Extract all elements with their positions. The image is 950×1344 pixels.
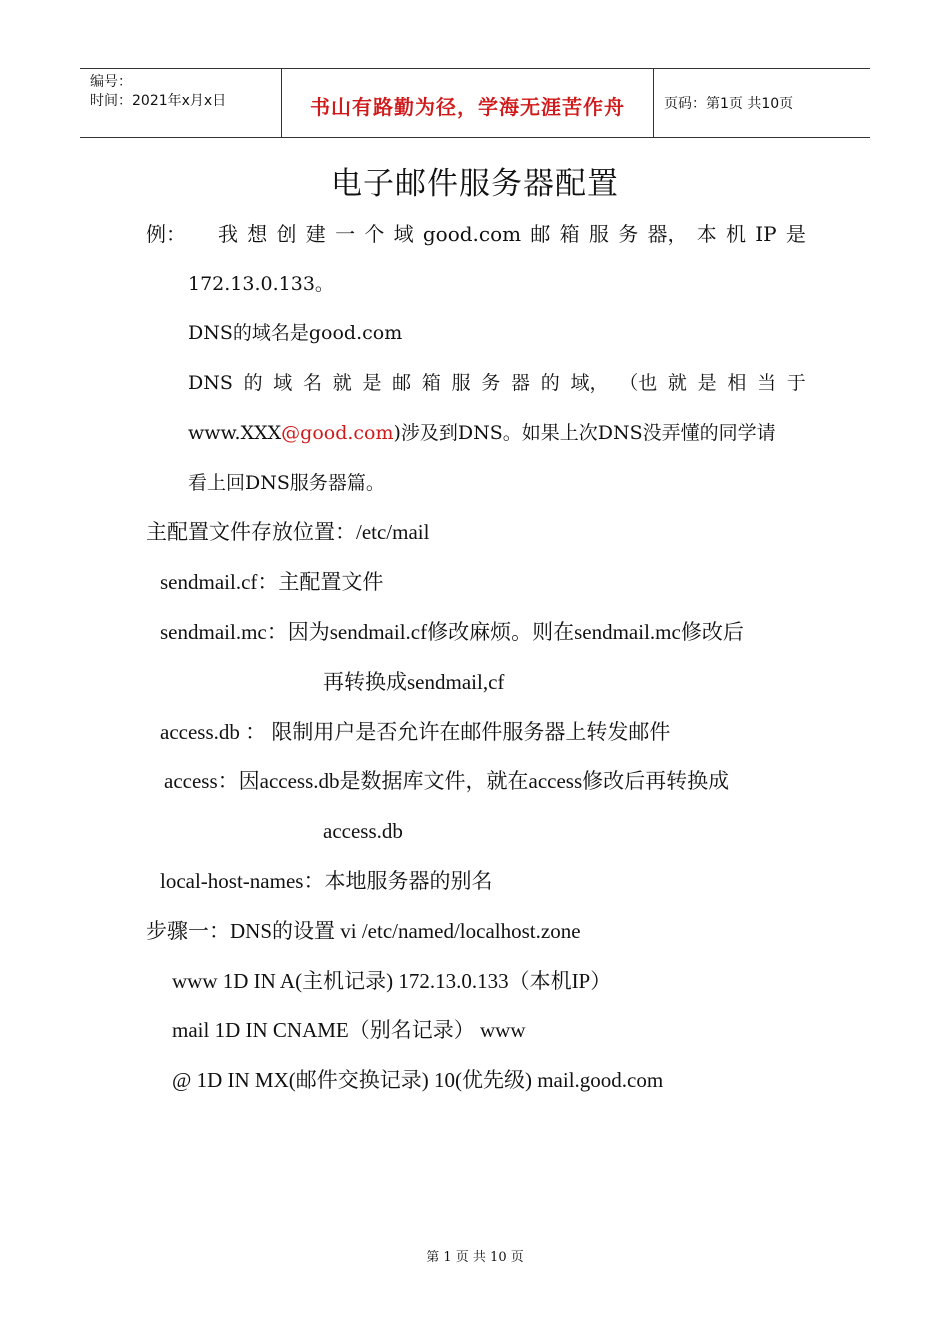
dns-ref-line: 看上回DNS服务器篇。 xyxy=(188,472,385,494)
www-prefix: www.XXX xyxy=(188,422,282,444)
example-word: 服 xyxy=(588,222,609,246)
header-page-info: 页码：第1页 共10页 xyxy=(664,96,794,112)
example-label: 例： xyxy=(146,222,186,246)
dns-desc-word: 服 xyxy=(451,372,471,394)
dns-desc-word: 当 xyxy=(757,372,777,394)
example-word: 是 xyxy=(785,222,806,246)
example-word: 邮 xyxy=(530,222,551,246)
dns-desc-word: 于 xyxy=(786,372,806,394)
dns-record-mail: mail 1D IN CNAME（别名记录） www xyxy=(172,1018,526,1042)
dns-desc-word: 是 xyxy=(697,372,717,394)
dns-desc-line xyxy=(188,368,806,398)
www-domain-link[interactable]: @good.com xyxy=(281,422,394,444)
dns-desc-word: 务 xyxy=(481,372,501,394)
dns-desc-word: 的 xyxy=(540,372,560,394)
dns-desc-word: （也 xyxy=(619,372,658,394)
dns-desc-word: 就 xyxy=(667,372,687,394)
example-word: 器， xyxy=(647,222,688,246)
dns-desc-word: 名 xyxy=(303,372,323,394)
www-line xyxy=(188,418,776,448)
main-config-location: 主配置文件存放位置：/etc/mail xyxy=(146,520,430,544)
dns-desc-word: 相 xyxy=(727,372,747,394)
number-label: 编号： xyxy=(90,74,132,90)
www-suffix: )涉及到DNS。如果上次DNS没弄懂的同学请 xyxy=(393,422,776,444)
time-label: 时间：2021年x月x日 xyxy=(90,93,227,109)
example-word: good.com xyxy=(422,222,522,246)
dns-desc-word: 箱 xyxy=(421,372,441,394)
example-word: IP xyxy=(755,222,777,246)
sendmail-cf-line: sendmail.cf：主配置文件 xyxy=(160,570,384,594)
dns-record-mx: @ 1D IN MX(邮件交换记录) 10(优先级) mail.good.com xyxy=(172,1068,664,1092)
access-db-line: access.db ： 限制用户是否允许在邮件服务器上转发邮件 xyxy=(160,720,671,744)
example-line xyxy=(218,219,806,249)
header-meta xyxy=(80,69,281,137)
dns-desc-word: 邮 xyxy=(392,372,412,394)
header-motto: 书山有路勤为径，学海无涯苦作舟 xyxy=(281,69,654,137)
document-header xyxy=(80,68,870,138)
ip-line: 172.13.0.133。 xyxy=(188,273,334,295)
local-host-names-line: local-host-names：本地服务器的别名 xyxy=(160,869,493,893)
sendmail-mc-line-2: 再转换成sendmail,cf xyxy=(323,670,505,694)
example-word: 域 xyxy=(393,222,414,246)
dns-desc-word: 就 xyxy=(332,372,352,394)
dns-desc-word: 域， xyxy=(570,372,609,394)
dns-record-www: www 1D IN A(主机记录) 172.13.0.133（本机IP） xyxy=(172,969,612,993)
dns-desc-word: 的 xyxy=(243,372,263,394)
example-word: 想 xyxy=(247,222,268,246)
example-word: 建 xyxy=(305,222,326,246)
access-line: access：因access.db是数据库文件，就在access修改后再转换成 xyxy=(164,769,730,793)
dns-desc-word: 器 xyxy=(511,372,531,394)
dns-desc-word: 是 xyxy=(362,372,382,394)
page-footer: 第 1 页 共 10 页 xyxy=(426,1250,524,1265)
example-word: 务 xyxy=(618,222,639,246)
access-line-2: access.db xyxy=(323,819,403,843)
dns-domain-line: DNS的域名是good.com xyxy=(188,322,403,344)
example-word: 创 xyxy=(276,222,297,246)
example-word: 本 xyxy=(696,222,717,246)
step1-heading: 步骤一：DNS的设置 vi /etc/named/localhost.zone xyxy=(146,919,581,943)
dns-desc-word: 域 xyxy=(273,372,293,394)
dns-desc-word: DNS xyxy=(188,372,233,394)
sendmail-mc-line: sendmail.mc：因为sendmail.cf修改麻烦。则在sendmail.mc修改后 xyxy=(160,620,744,644)
example-word: 我 xyxy=(218,222,238,246)
example-word: 个 xyxy=(364,222,385,246)
example-word: 一 xyxy=(335,222,356,246)
example-word: 机 xyxy=(725,222,746,246)
example-word: 箱 xyxy=(559,222,580,246)
page-title: 电子邮件服务器配置 xyxy=(331,166,619,202)
